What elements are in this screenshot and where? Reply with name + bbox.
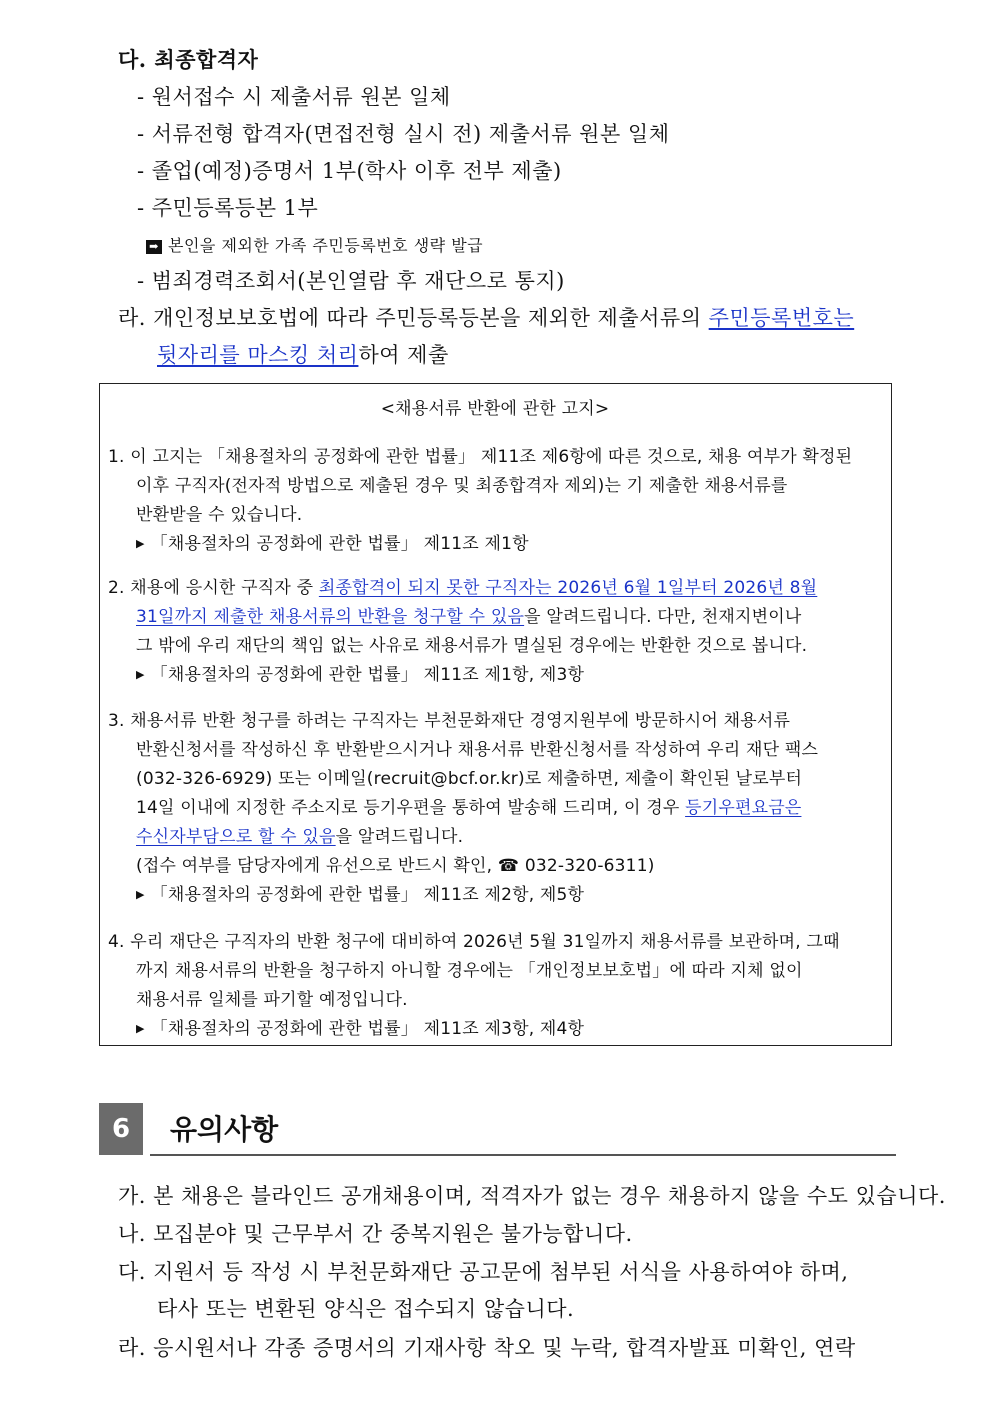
final-note: ➡ 본인을 제외한 가족 주민등록번호 생략 발급 xyxy=(146,233,483,256)
section-title: 유의사항 xyxy=(170,1113,279,1146)
notice-text: (접수 여부를 담당자에게 유선으로 반드시 확인, ☎ 032-320-6311) xyxy=(136,856,655,876)
phone-icon: ☎ xyxy=(497,856,520,876)
notice-text: 까지 채용서류의 반환을 청구하지 아니할 경우에는 「개인정보보호법」에 따라 지체 없이 xyxy=(136,961,803,981)
notice-text: 31일까지 제출한 채용서류의 반환을 청구할 수 있음을 알려드립니다. 다만, 천재지변이나 xyxy=(136,607,802,627)
ra-line-2: 뒷자리를 마스킹 처리하여 제출 xyxy=(157,343,449,367)
notice-item: 다. 지원서 등 작성 시 부천문화재단 공고문에 첨부된 서식을 사용하여야 하며, xyxy=(118,1260,849,1284)
notice-highlight: 31일까지 제출한 채용서류의 반환을 청구할 수 있음 xyxy=(136,607,525,627)
notice-highlight: 수신자부담으로 할 수 있음 xyxy=(136,827,336,847)
final-item: - 서류전형 합격자(면접전형 실시 전) 제출서류 원본 일체 xyxy=(137,122,670,146)
final-item: - 주민등록등본 1부 xyxy=(137,196,319,220)
notice-text: (032-326-6929) 또는 이메일(recruit@bcf.or.kr)로 제출하면, 제출이 확인된 날로부터 xyxy=(136,769,803,789)
notice-item: 타사 또는 변환된 양식은 접수되지 않습니다. xyxy=(157,1297,575,1321)
notice-text: 반환신청서를 작성하신 후 반환받으시거나 채용서류 반환신청서를 작성하여 우리 재단 팩스 xyxy=(136,740,819,760)
notice-text: 그 밖에 우리 재단의 책임 없는 사유로 채용서류가 멸실된 경우에는 반환한 것으로 봅니다. xyxy=(136,636,808,656)
notice-title: <채용서류 반환에 관한 고지> xyxy=(380,399,610,419)
triangle-bullet-icon: ▶ xyxy=(136,1022,145,1035)
notice-ref: ▶ 「채용절차의 공정화에 관한 법률」 제11조 제3항, 제4항 xyxy=(136,1019,585,1039)
notice-ref: ▶ 「채용절차의 공정화에 관한 법률」 제11조 제2항, 제5항 xyxy=(136,885,585,905)
notice-ref: ▶ 「채용절차의 공정화에 관한 법률」 제11조 제1항 xyxy=(136,534,529,554)
triangle-bullet-icon: ▶ xyxy=(136,668,145,681)
notice-item: 라. 응시원서나 각종 증명서의 기재사항 착오 및 누락, 합격자발표 미확인, 연락 xyxy=(118,1336,856,1360)
notice-text: 14일 이내에 지정한 주소지로 등기우편을 통하여 발송해 드리며, 이 경우 등기우편요금은 xyxy=(136,798,802,818)
final-item: - 원서접수 시 제출서류 원본 일체 xyxy=(137,85,451,109)
final-item: - 졸업(예정)증명서 1부(학사 이후 전부 제출) xyxy=(137,159,562,183)
notice-text: 1. 이 고지는 「채용절차의 공정화에 관한 법률」 제11조 제6항에 따른 것으로, 채용 여부가 확정된 xyxy=(108,447,853,467)
notice-text: 이후 구직자(전자적 방법으로 제출된 경우 및 최종합격자 제외)는 기 제출한 채용서류를 xyxy=(136,476,788,496)
notice-text: 2. 채용에 응시한 구직자 중 최종합격이 되지 못한 구직자는 2026년 6월 1일부터 2026년 8월 xyxy=(108,578,818,598)
section-divider xyxy=(150,1154,896,1156)
ra-highlight: 주민등록번호는 xyxy=(708,306,855,330)
final-heading: 다. 최종합격자 xyxy=(118,47,259,72)
notice-text: 4. 우리 재단은 구직자의 반환 청구에 대비하여 2026년 5월 31일까지 채용서류를 보관하며, 그때 xyxy=(108,932,840,952)
notice-box xyxy=(99,383,892,1046)
notice-highlight: 등기우편요금은 xyxy=(685,798,802,818)
ra-highlight: 뒷자리를 마스킹 처리 xyxy=(157,343,359,367)
final-item: - 범죄경력조회서(본인열람 후 재단으로 통지) xyxy=(137,269,565,293)
notice-item: 가. 본 채용은 블라인드 공개채용이며, 적격자가 없는 경우 채용하지 않을 수도 있습니다. xyxy=(118,1184,946,1208)
triangle-bullet-icon: ▶ xyxy=(136,888,145,901)
ra-line-1: 라. 개인정보보호법에 따라 주민등록등본을 제외한 제출서류의 주민등록번호는 xyxy=(118,306,855,330)
notice-text: 반환받을 수 있습니다. xyxy=(136,505,303,525)
notice-item: 나. 모집분야 및 근무부서 간 중복지원은 불가능합니다. xyxy=(118,1222,633,1246)
section-number: 6 xyxy=(99,1103,143,1155)
notice-text: 수신자부담으로 할 수 있음을 알려드립니다. xyxy=(136,827,464,847)
notice-ref: ▶ 「채용절차의 공정화에 관한 법률」 제11조 제1항, 제3항 xyxy=(136,665,585,685)
notice-text: 채용서류 일체를 파기할 예정입니다. xyxy=(136,990,408,1010)
notice-text: 3. 채용서류 반환 청구를 하려는 구직자는 부천문화재단 경영지원부에 방문하시어 채용서류 xyxy=(108,711,791,731)
right-arrow-icon: ➡ xyxy=(146,240,162,254)
triangle-bullet-icon: ▶ xyxy=(136,537,145,550)
notice-highlight: 최종합격이 되지 못한 구직자는 2026년 6월 1일부터 2026년 8월 xyxy=(318,578,818,598)
